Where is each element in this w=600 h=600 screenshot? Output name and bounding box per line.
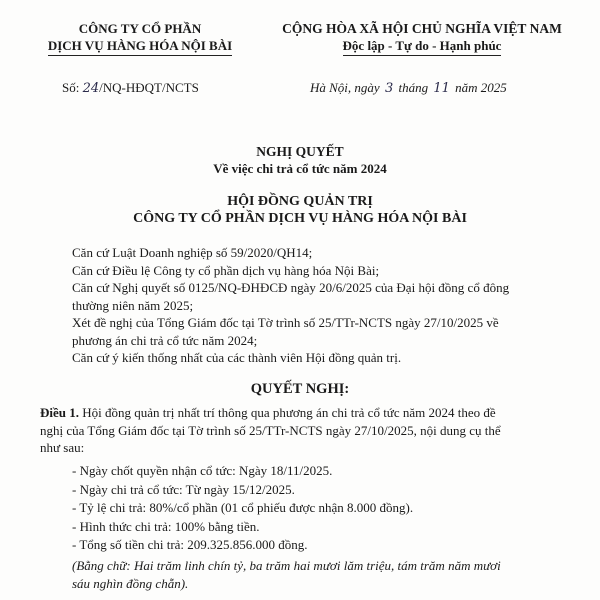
title-subject: Về việc chi trả cổ tức năm 2024 bbox=[213, 161, 387, 176]
article-label: Điều 1. bbox=[40, 405, 79, 420]
doc-number-suffix: /NQ-HĐQT/NCTS bbox=[99, 80, 199, 95]
ground-line: phương án chi trả cổ tức năm 2024; bbox=[72, 332, 258, 348]
amount-in-words bbox=[72, 557, 587, 592]
list-item: - Tổng số tiền chi trả: 209.325.856.000 đồng. bbox=[72, 537, 308, 553]
company-line-1: CÔNG TY CỔ PHẦN bbox=[78, 21, 202, 36]
ground-line: thường niên năm 2025; bbox=[72, 297, 194, 313]
list-item: - Hình thức chi trả: 100% bằng tiền. bbox=[72, 518, 260, 534]
article-1-items bbox=[72, 462, 587, 555]
article-line: nghị của Tổng Giám đốc tại Tờ trình số 25/TTr-NCTS ngày 27/10/2025, nội dung cụ thể bbox=[40, 422, 501, 438]
list-item: - Ngày chốt quyền nhận cổ tức: Ngày 18/11/2025. bbox=[72, 463, 333, 478]
document-number bbox=[62, 80, 199, 96]
issuer-line-2: CÔNG TY CỔ PHẦN DỊCH VỤ HÀNG HÓA NỘI BÀI bbox=[133, 211, 467, 226]
date-month-handwritten: 11 bbox=[433, 81, 450, 96]
article-line: như sau: bbox=[40, 440, 85, 455]
decision-heading: QUYẾT NGHỊ: bbox=[250, 381, 350, 397]
article-line: Hội đồng quản trị nhất trí thông qua phương án chi trả cổ tức năm 2024 theo đề bbox=[82, 405, 496, 420]
document-title bbox=[0, 143, 600, 177]
note-line: sáu nghìn đồng chẵn). bbox=[72, 575, 189, 591]
grounds-section bbox=[72, 244, 587, 367]
date-day-handwritten: 3 bbox=[384, 81, 394, 96]
ground-line: Căn cứ Nghị quyết số 0125/NQ-ĐHĐCĐ ngày 20/6/2025 của Đại hội đồng cổ đông bbox=[72, 280, 510, 295]
title-main: NGHỊ QUYẾT bbox=[256, 144, 344, 159]
issuer-block bbox=[0, 193, 600, 227]
doc-number-handwritten: 24 bbox=[82, 81, 100, 96]
list-item: - Tỷ lệ chi trả: 80%/cổ phần (01 cổ phiếu được nhận 8.000 đồng). bbox=[72, 500, 414, 516]
article-1 bbox=[40, 404, 587, 457]
list-item: - Ngày chi trả cổ tức: Từ ngày 15/12/2025. bbox=[72, 481, 295, 497]
document-date bbox=[310, 80, 507, 96]
date-month-label: tháng bbox=[398, 80, 429, 95]
company-header bbox=[40, 20, 240, 56]
ground-line: Căn cứ ý kiến thống nhất của các thành viên Hội đồng quản trị. bbox=[72, 350, 402, 365]
ground-line: Căn cứ Điều lệ Công ty cổ phần dịch vụ hàng hóa Nội Bài; bbox=[72, 262, 380, 278]
national-motto: Độc lập - Tự do - Hạnh phúc bbox=[343, 37, 502, 56]
national-header bbox=[262, 20, 582, 56]
company-line-2: DỊCH VỤ HÀNG HÓA NỘI BÀI bbox=[48, 37, 232, 56]
date-prefix: Hà Nội, ngày bbox=[310, 80, 380, 95]
ground-line: Căn cứ Luật Doanh nghiệp số 59/2020/QH14; bbox=[72, 245, 313, 260]
issuer-line-1: HỘI ĐỒNG QUẢN TRỊ bbox=[227, 194, 373, 209]
doc-number-prefix: Số: bbox=[62, 80, 80, 95]
date-year-label: năm 2025 bbox=[455, 80, 507, 95]
republic-title: CỘNG HÒA XÃ HỘI CHỦ NGHĨA VIỆT NAM bbox=[282, 21, 562, 36]
ground-line: Xét đề nghị của Tổng Giám đốc tại Tờ trình số 25/TTr-NCTS ngày 27/10/2025 về bbox=[72, 315, 499, 330]
note-line: (Bằng chữ: Hai trăm linh chín tỷ, ba trăm hai mươi lăm triệu, tám trăm năm mươi bbox=[72, 558, 501, 573]
